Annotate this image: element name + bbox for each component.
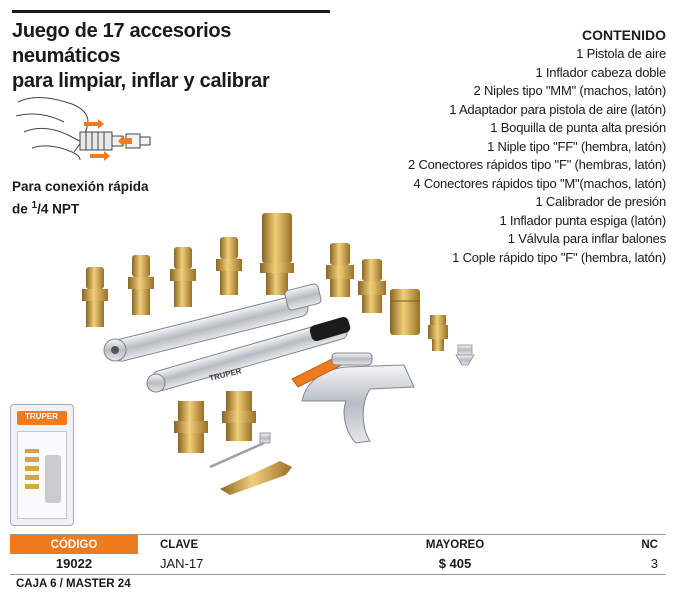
air-gun-adaptor [428,315,448,351]
contents-heading: CONTENIDO [582,27,666,43]
contents-item: 2 Niples tipo "MM" (machos, latón) [473,83,666,98]
contents-item: 1 Adaptador para pistola de aire (latón) [449,101,666,117]
male-connector-2 [128,255,154,315]
female-connector-2 [358,259,386,313]
contents-item: 1 Inflador cabeza doble [535,64,666,80]
product-set-image [70,205,490,505]
table-header-row [10,534,666,553]
package-tool [45,455,61,503]
package-thumbnail [10,404,74,526]
coupler-icon [80,132,150,150]
header-clave: CLAVE [160,538,199,551]
package-fittings [25,449,39,489]
header-nc: NC [641,538,658,551]
cell-clave: JAN-17 [160,556,204,571]
title-block [12,10,332,94]
contents-item: 1 Boquilla de punta alta presión [490,120,666,135]
product-title-line-2: para limpiar, inflar y calibrar [12,70,270,92]
contents-item: 4 Conectores rápidos tipo "M"(machos, latón) [413,175,666,191]
contents-item: 1 Cople rápido tipo "F" (hembra, latón) [452,249,666,265]
female-connector-1 [326,243,354,297]
male-connector-3 [170,247,196,307]
tapered-inflator [220,461,292,495]
table-row [10,553,666,575]
price-table [10,534,666,575]
quick-connect-illustration [14,92,164,172]
quick-coupler [260,213,294,295]
package-brand: TRUPER [25,412,58,421]
connection-note-line-2: de $^1$/4 NPT [12,200,80,217]
contents-item: 1 Válvula para inflar balones [507,231,666,246]
packing-note: CAJA 6 / MASTER 24 [16,578,131,590]
contents-item: 1 Pistola de aire [576,46,666,61]
product-title-line-1: Juego de 17 accesorios neumáticos [12,20,232,67]
contents-item: 1 Calibrador de presión [535,194,666,209]
connection-note-line-1: Para conexión rápida [12,179,149,194]
blow-gun [292,353,414,443]
cell-codigo: 19022 [55,556,93,571]
hand-outline-icon [16,98,88,160]
cell-mayoreo: $ 405 [438,556,472,571]
title-rule [12,10,330,13]
male-connector-4 [216,237,242,295]
contents-item: 1 Niple tipo "FF" (hembra, latón) [487,138,666,154]
mm-nipple-1 [174,401,208,453]
header-codigo: CÓDIGO [10,535,138,554]
nozzle [456,345,474,365]
contents-item: 2 Conectores rápidos tipo "F" (hembras, latón) [408,157,666,172]
cell-nc: 3 [650,556,658,571]
ff-nipple [390,289,420,335]
tool-brand-label: TRUPER [208,366,243,383]
mm-nipple-2 [222,391,256,441]
male-connector-1 [82,267,108,327]
contents-item: 1 Inflador punta espiga (latón) [499,212,666,228]
header-mayoreo: MAYOREO [425,538,485,551]
